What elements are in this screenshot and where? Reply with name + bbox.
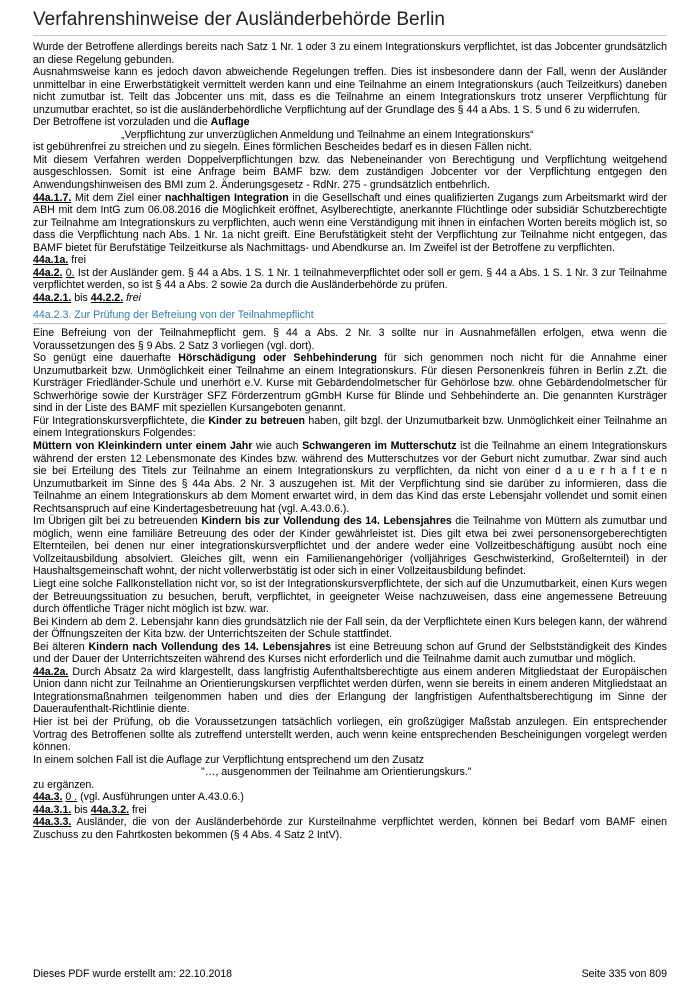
text: haben, gilt bzgl. der Unzumutbarkeit bzw. Unmöglichkeit einer Teilnahme an einem Integrationskurs Folgendes: (33, 414, 667, 440)
paragraph: Hier ist bei der Prüfung, ob die Voraussetzungen tatsächlich vorliegen, ein großzügiger Maßstab anzulegen. Ein entsprechender Vortrag des Betroffenen sollte als zutreffend unterstellt werden, auch wenn keine entsprechenden Bescheinigungen vorgelegt werden können. (33, 715, 667, 754)
text: in die Gesellschaft und eines qualifizierten Zugangs zum Arbeitsmarkt wird der ABH mit dem IntG zum 06.08.2016 die Möglichkeit eröffnet, Asylberechtigte, anerkannte Flüchtlinge oder subsidiär Schutzberechtigte zur Teilnahme am Integrationskurs zu verpflichten, auch wenn eine Verständigung mit ihnen in einfachen Worten bereits möglich ist, so dass die Verpflichtung nach Abs. 1 Nr. 1a nicht greift. Eine Berufstätigkeit steht der Verpflichtung zur Teilnahme nicht entgegen, das BAMF bietet für Berufstätige Teilzeitkurse als Nachmittags- und Abendkurse an. Im Zweifel ist der Betroffene zu verpflichten. (33, 191, 667, 254)
italic-text: frei (126, 291, 141, 304)
paragraph (33, 804, 667, 817)
text: Durch Absatz 2a wird klargestellt, dass langfristig Aufenthaltsberechtigte aus einem anderen Mitgliedstaat der Europäischen Union dann nicht zur Teilnahme an Orientierungskursen verpflichtet werden dürfen, wenn sie bereits in einem anderen Mitgliedstaat an Integrationsmaßnahmen teilgenommen haben und dies der Erlangung der langfristigen Aufenthaltsberechtigung im Sinne der Daueraufenthalt-Richtlinie diente. (33, 665, 667, 716)
section-ref-link[interactable]: 44a.2.1. (33, 291, 72, 304)
text: Bei älteren (33, 640, 89, 653)
paragraph: Liegt eine solche Fallkonstellation nicht vor, so ist der Integrationskursverpflichtete, der sich auf die Unzumutbarkeit, einen Kurs wegen der Betreuungssituation zu besuchen, beruft, verpflichtet, in geeigneter Weise nachzuweisen, dass eine angemessene Betreuung durch öffentliche Träger nicht möglich ist bzw. war. (33, 577, 667, 616)
footer-page-number: Seite 335 von 809 (581, 968, 667, 980)
paragraph: Eine Befreiung von der Teilnahmepflicht gem. § 44 a Abs. 2 Nr. 3 sollte nur in Ausnahmefällen erfolgen, etwa wenn die Voraussetzungen des § 9 Abs. 2 Satz 3 vorliegen (vgl. dort). (33, 327, 667, 352)
paragraph (33, 515, 667, 578)
paragraph (33, 791, 667, 804)
text: ist die Teilnahme an einem Integrationskurs während der ersten 12 Lebensmonate des Kindes bzw. während des Mutterschutzes vor der Geburt nicht zumutbar. Zwar sind auch sie bei Erteilung des Titels zur Teilnahme an einem Integrationskurs zu verpflichten, da nicht von einer d a u e r h a f t e n Unzumutbarkeit im Sinne des § 44a Abs. 2 Nr. 3 auszugehen ist. Mit der Verpflichtung sind sie darüber zu informieren, dass die Teilnahme an einem Integrationskurs ab dem Moment erwartet wird, in dem das Kind das erste Lebensjahr vollendet und somit einen Rechtsanspruch auf eine Kindertagesbetreuung hat (vgl. A.43.0.6.). (33, 439, 668, 515)
document-body (33, 41, 667, 841)
section-ref-link[interactable]: 44a.2a. (33, 665, 69, 678)
text: für sich genommen noch nicht für die Annahme einer Unzumutbarkeit bzw. Unmöglichkeit einer Teilnahme an einem Integrationskurs. Für diesen Personenkreis führen in Berlin z.Zt. die Kursträger Friedländer-Schule und unerhört e.V. Kurse mit Gebärdendolmetscher für Gehörlose bzw. ohne Gebärdendolmetscher für Schwerhörige sowie der Kursträger SFZ Förderzentrum gGmbH Kurse für Blinde und Sehbehinderte an. Die genannten Kursträger sind in der Liste des BAMF mit speziellen Kursangeboten genannt. (33, 352, 667, 415)
bold-text: Schwangeren im Mutterschutz (302, 439, 457, 452)
page-title: Verfahrenshinweise der Ausländerbehörde Berlin (33, 8, 667, 36)
paragraph (33, 192, 667, 255)
bold-text: nachhaltigen Integration (164, 191, 289, 204)
section-ref-link[interactable]: 44a.1.7. (33, 191, 72, 204)
text: bis (71, 803, 91, 816)
paragraph (33, 666, 667, 716)
section-ref-link[interactable]: 44a.3.3. (33, 816, 72, 829)
paragraph (33, 641, 667, 666)
section-ref-link[interactable]: 44a.3.2. (90, 803, 130, 816)
text: wie auch (252, 439, 303, 452)
paragraph (33, 267, 667, 292)
block-quote: „Verpflichtung zur unverzüglichen Anmeldung und Teilnahme an einem Integrationskurs“ (121, 128, 534, 141)
text: Ausländer, die von der Ausländerbehörde zur Kursteilnahme verpflichtet werden, können bei Bedarf vom BAMF einen Zuschuss zu den Fahrtkosten bekommen (§ 4 Abs. 4 Satz 2 IntV). (33, 816, 667, 841)
paragraph: Ausnahmsweise kann es jedoch davon abweichende Regelungen treffen. Dies ist insbesondere dann der Fall, wenn der Ausländer unmittelbar in eine Erwerbstätigkeit vermittelt werden kann und eine Teilnahme an einem Integrationskurs (auch Teilzeitkurs) daneben nicht zumutbar ist. Teilt das Jobcenter uns mit, dass es die Teilnahme an einem Integrationskurs trotz unserer Verpflichtung für unzumutbar erachtet, so ist die ausländerbehördliche Verpflichtung auf der Grundlage des § 44 a Abs. 1 S. 5 und 6 zu widerrufen. (33, 66, 667, 116)
section-ref-link[interactable]: 0. (65, 266, 75, 279)
text: Im Übrigen gilt bei zu betreuenden (33, 515, 202, 528)
paragraph: zu ergänzen. (33, 778, 95, 791)
section-ref-link[interactable]: 0 . (65, 791, 78, 804)
text: Mit dem Ziel einer (71, 191, 165, 204)
section-ref-link[interactable]: 44a.1a. (33, 254, 69, 267)
section-heading: 44a.2.3. Zur Prüfung der Befreiung von der Teilnahmepflicht (33, 309, 667, 324)
text: Der Betroffene ist vorzuladen und die (33, 116, 211, 129)
section-ref-link[interactable]: 44a.3.1. (33, 803, 72, 816)
bold-text: Kindern bis zur Vollendung des 14. Lebensjahres (201, 515, 452, 528)
paragraph (33, 415, 667, 440)
section-ref-link[interactable]: 44a.2. (33, 266, 63, 279)
bold-text: Müttern von Kleinkindern unter einem Jahr (33, 439, 253, 452)
text: So genügt eine dauerhafte (33, 352, 179, 365)
bold-text: Kindern nach Vollendung des 14. Lebensjahres (88, 640, 332, 653)
text: Für Integrationskursverpflichtete, die (33, 414, 209, 427)
footer-created-date: Dieses PDF wurde erstellt am: 22.10.2018 (33, 968, 233, 980)
paragraph: Wurde der Betroffene allerdings bereits nach Satz 1 Nr. 1 oder 3 zu einem Integrationskurs verpflichtet, ist das Jobcenter grundsätzlich an diese Regelung gebunden. (33, 41, 667, 66)
paragraph (33, 816, 667, 841)
bold-text: Hörschädigung oder Sehbehinderung (178, 352, 378, 365)
section-ref-link[interactable]: 44.2.2. (90, 291, 124, 304)
paragraph (33, 116, 667, 129)
paragraph: Mit diesem Verfahren werden Doppelverpflichtungen bzw. das Nebeneinander von Berechtigung und Verpflichtung weitgehend ausgeschlossen. Somit ist eine Anfrage beim BAMF bzw. dem zuständigen Jobcenter vor der Verpflichtung entgegen den Anwendungshinweisen des BMI zum 2. Änderungsgesetz - RdNr. 275 - grundsätzlich entbehrlich. (33, 153, 667, 192)
bold-text: Auflage (210, 116, 250, 129)
text: frei (68, 254, 87, 267)
paragraph (33, 352, 667, 415)
paragraph: In einem solchen Fall ist die Auflage zur Verpflichtung entsprechend um den Zusatz (33, 753, 425, 766)
paragraph (33, 440, 667, 515)
paragraph: Bei Kindern ab dem 2. Lebensjahr kann dies grundsätzlich nie der Fall sein, da der Verpflichtete einen Kurs belegen kann, der während der Öffnungszeiten der Kita bzw. der Unterrichtszeiten der Schule stattfindet. (33, 615, 667, 641)
text: die Teilnahme von Müttern als zumutbar und möglich, wenn eine familiäre Betreuung des oder der Kinder gewährleistet ist. Dies gilt etwa bei zwei personensorgeberechtigten Elternteilen, bei denen nur einer integrationskursverpflichtet und der andere weder eine Vollzeitbeschäftigung ausübt noch eine Vollzeitausbildung absolviert. Gleiches gilt, wenn ein Familienangehöriger (volljähriges Geschwisterkind, Großelternteil) in der Haushaltsgemeinschaft wohnt, der nicht vollerwerbstätig ist oder sich in einer Vollzeitausbildung befindet. (33, 515, 667, 578)
text: ist eine Betreuung schon auf Grund der Selbstständigkeit des Kindes und der Dauer der Unterrichtszeiten während des Kurses nicht erforderlich und die Teilnahme damit auch zumutbar und möglich. (33, 640, 667, 666)
paragraph (33, 292, 667, 305)
paragraph (33, 254, 667, 267)
paragraph: ist gebührenfrei zu streichen und zu siegeln. Eines förmlichen Bescheides bedarf es in diesen Fällen nicht. (33, 141, 532, 154)
block-quote: "…, ausgenommen der Teilnahme am Orientierungskurs." (201, 766, 472, 779)
text: Ist der Ausländer gem. § 44 a Abs. 1 S. 1 Nr. 1 teilnahmeverpflichtet oder soll er gem. § 44 a Abs. 1 S. 1 Nr. 3 zur Teilnahme verpflichtet werden, so ist § 44 a Abs. 2 sowie 2a durch die Ausländerbehörde zu prüfen. (33, 266, 667, 292)
text: bis (71, 291, 91, 304)
text: frei (129, 803, 147, 816)
section-ref-link[interactable]: 44a.3. (33, 791, 63, 804)
text: (vgl. Ausführungen unter A.43.0.6.) (77, 791, 244, 804)
bold-text: Kinder zu betreuen (208, 414, 306, 427)
